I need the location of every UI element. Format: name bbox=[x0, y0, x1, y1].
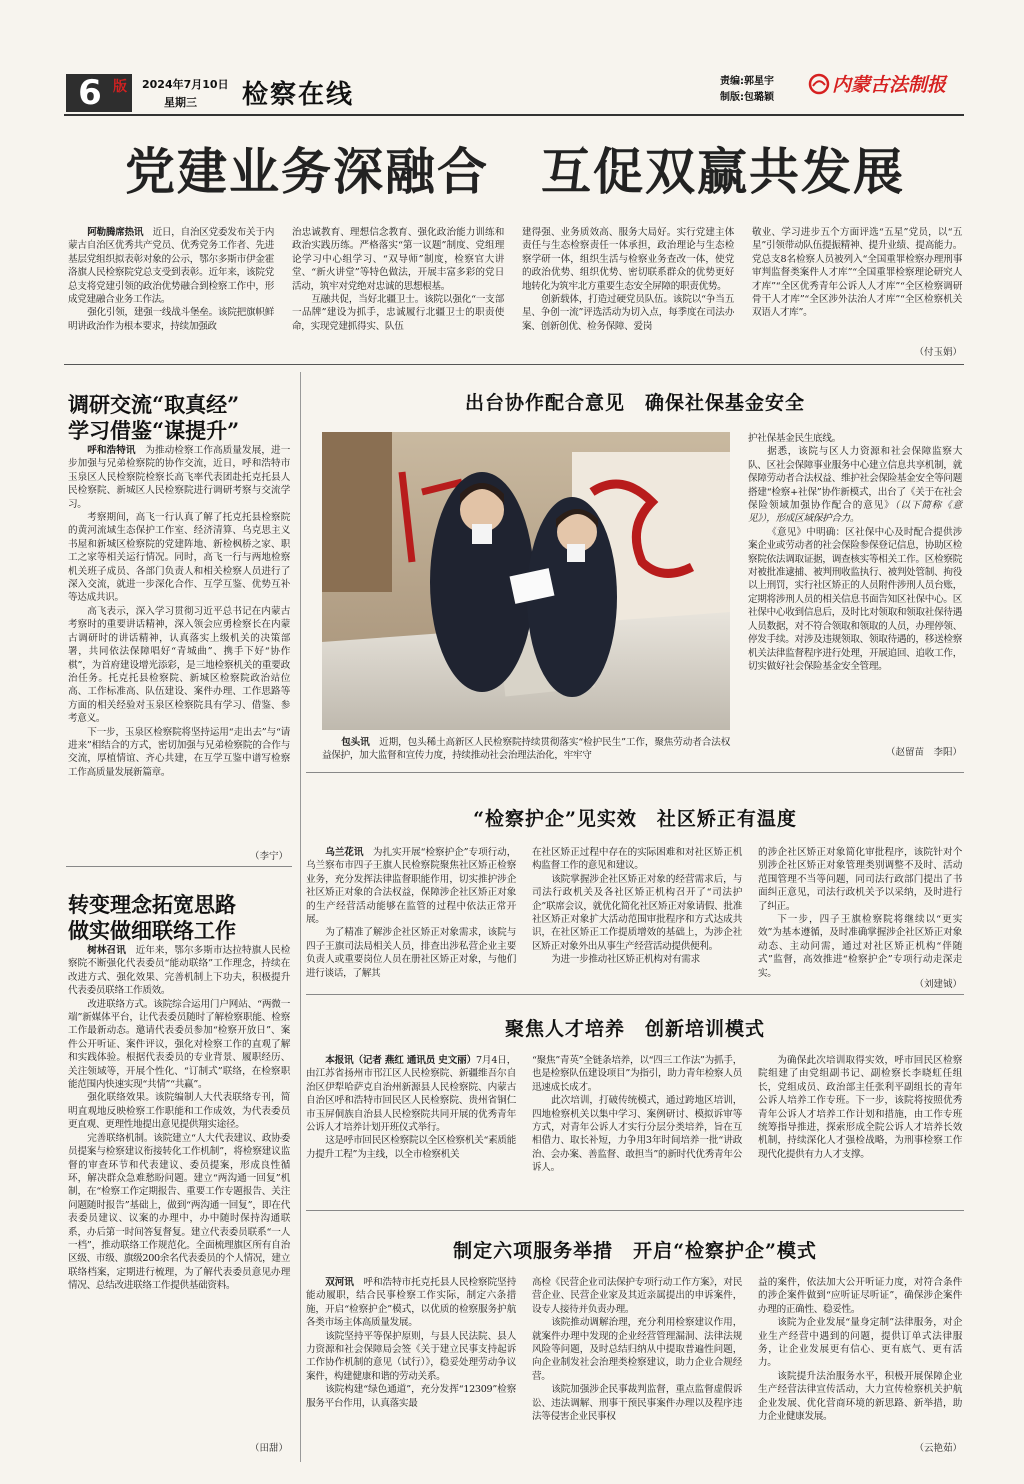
section-name: 检察在线 bbox=[242, 80, 355, 110]
art2-bottom-rule bbox=[306, 772, 964, 773]
page-number: 6 bbox=[78, 73, 102, 113]
art3-col3: 的涉企社区矫正对象简化审批程序，该院针对个别涉企社区矫正对象管理类别调整不及时、活动范围管理不当等问题，同司法行政部门提出了书面纠正意见，司法行政机关予以采纳，及时进行了纠正。 下一步，四子王旗检察院将继续以“更实效”为基本遵循，及时准确掌握涉企社区矫正对象动态、主动问需，通过对社区矫正机构“伴随式”监督，高效推进“检察护企”专项行动走深走实。 bbox=[758, 847, 962, 979]
art2-photo bbox=[322, 432, 730, 730]
lead-bottom-rule bbox=[64, 364, 964, 365]
left2-signature: （田甜） bbox=[249, 1443, 288, 1454]
left1-title-l1: 调研交流“取真经” bbox=[68, 392, 240, 417]
art5-signature: （云艳茹） bbox=[914, 1443, 962, 1454]
lead-article-col4: 敬业、学习进步五个方面评选“五星”党员，以“五星”引领带动队伍提振精神、提升业绩、提高能力。党总支8名检察人员被列入“全国重罪检察办理刑事审判监督类案件人才库”“全国重罪检察理论研究人才库”“全区优秀青年公诉人人才库”“全区检察调研骨干人才库”“全区涉外法治人才库”“全区检察机关双语人才库”。 bbox=[752, 227, 962, 319]
left2-body: 树林召讯 近年来，鄂尔多斯市达拉特旗人民检察院不断强化代表委员“能动联络”工作理念，持续在改进方式、强化效果、完善机制上下功夫，积极提升代表委员联络工作质效。 改进联络方式。该院综合运用门户网站、“两微一端”新媒体平台，让代表委员随时了解检察职能、检察工作最新动态。邀请代表委员参加“检察开放日”、案件公开听证、案件评议，强化对检察工作的直观了解和实践体验。根据代表委员的专业背景、履职经历、关注领域等，开展个性化、“订制式”联络，在检察职能范围内快速实现“共情”“共赢”。 强化联络效果。该院编制人大代表联络专刊，简明直观地反映检察工作职能和工作成效，为代表委员更直观、更理性地提出意见提供翔实途径。 完善联络机制。该院建立“人大代表建议、政协委员提案与检察建议衔接转化工作机制”，将检察建议监督的审查环节和代表建议、委员提案，形成良性循环，解决群众急难愁盼问题。建立“两沟通一回复”机制，在“检察工作定期报告、重要工作专题报告、关注问题随时报告”基础上，做到“两沟通一回复”，即在代表委员建议、议案的办理中，办中随时保持沟通联系，办后第一时间答复督复。建立代表委员联系“一人一档”，推动联络工作规范化。全面梳理旗区所有自治区级、市级、旗级200余名代表委员的个人情况，建立联络档案，定期进行梳理，为了解代表委员意见办理情况、总结改进联络工作提供基础资料。 bbox=[68, 945, 290, 1292]
masthead-rule bbox=[64, 114, 964, 116]
art5-col2: 高检《民营企业司法保护专项行动工作方案》，对民营企业、民营企业家及其近亲属提出的申诉案件，设专人接待并负责办理。 该院推动调解治理，充分利用检察建议作用，就案件办理中发现的企业经营管理漏洞、法律法规风险等问题，及时总结归纳从中提取普遍性问题，向企业制发社会治理类检察建议，助力企业合规经营。 该院加强涉企民事裁判监督，重点监督虚假诉讼、违法调解、刑事干预民事案件办理以及程序违法等侵害企业民事权 bbox=[532, 1277, 742, 1423]
art5-title: 制定六项服务举措 开启“检察护企”模式 bbox=[453, 1240, 817, 1262]
editor-credit: 责编:郭星宇 bbox=[720, 76, 774, 87]
left1-signature: （李宁） bbox=[249, 851, 288, 862]
page-label: 版 bbox=[113, 79, 127, 95]
newspaper-logo-icon bbox=[808, 73, 830, 95]
art3-title: “检察护企”见实效 社区矫正有温度 bbox=[473, 808, 797, 830]
art4-title: 聚焦人才培养 创新培训模式 bbox=[504, 1018, 765, 1040]
art3-signature: （刘建钺） bbox=[914, 979, 962, 990]
lead-byline: 阿勒腾席热讯 bbox=[87, 227, 144, 238]
lead-article-col2: 治忠诚教育、理想信念教育、强化政治能力训练和政治实践历练。严格落实“第一议题”制度、党组理论学习中心组学习、“双导师”制度，检察官大讲堂、“新火讲堂”等特色做法，开展丰富多彩的党日活动，筑牢对党绝对忠诚的思想根基。 互融共促，当好北疆卫士。该院以强化“一支部一品牌”建设为抓手，忠诚履行北疆卫士的职责使命，实现党建抓得实、队伍 bbox=[292, 227, 504, 332]
art4-col1: 本报讯（记者 燕红 通讯员 史文丽）7月4日，由江苏省扬州市邗江区人民检察院、新疆维吾尔自治区伊犁哈萨克自治州新源县人民检察院、内蒙古自治区呼和浩特市回民区人民检察院、贵州省铜仁市玉屏侗族自治县人民检察院共同开展的优秀青年公诉人才培养计划开班仪式举行。 这是呼市回民区检察院以全区检察机关“素质能力提升工程”为主线，以全市检察机关 bbox=[306, 1055, 516, 1160]
art2-right-text: 护社保基金民生底线。 据悉，该院与区人力资源和社会保障监察大队、区社会保障事业服务中心建立信息共享机制，就保障劳动者合法权益、维护社会保险基金安全等问题搭建“检察+社保”协作新模式，出台了《关于在社会保险领域加强协作配合的意见》（以下简称《意见》），形成区域保护合力。 《意见》中明确：区社保中心及时配合提供涉案企业或劳动者的社会保险参保登记信息，协助区检察院依法调取证据，调查核实等相关工作。区检察院对被批准逮捕、被判刑收监执行、被判处管制、拘役以上刑罚，实行社区矫正的人员附件涉刑人员台账，定期将涉刑人员的相关信息书面告知区社保中心。区社保中心收到信息后，及时比对领取和领取社保待遇人员数据，对不符合领取和领取的人员，办理停领、停发手续。对涉及违规领取、领取待遇的，移送检察机关法律监督程序进行处理，开展追回、追收工作，切实做好社会保险基金安全管理。 bbox=[748, 433, 962, 672]
art2-caption: 包头讯 近期，包头稀土高新区人民检察院持续贯彻落实“检护民生”工作，聚焦劳动者合法权益保护，加大监督和宣传力度，持续推动社会治理法治化，牢牢守 bbox=[322, 737, 731, 762]
art5-col3: 益的案件，依法加大公开听证力度，对符合条件的涉企案件做到“应听证尽听证”，确保涉企案件办理的正确性、稳妥性。 该院为企业发展“量身定制”法律服务，对企业生产经营中遇到的问题，提供订单式法律服务，让企业发展更有信心、更有底气、更有活力。 该院提升法治服务水平，积极开展保障企业生产经营法律宣传活动，大力宣传检察机关护航企业发展、优化营商环境的新思路、新举措，助力企业健康发展。 bbox=[758, 1277, 962, 1423]
art4-col2: “聚焦”青英”全链条培养，以“四三工作法”为抓手，也是检察队伍建设项目”为指引，助力青年检察人员迅速成长成才。 此次培训，打破传统模式，通过跨地区培训，四地检察机关以集中学习、案例研讨、模拟诉审等方式，对青年公诉人才实行分层分类培养，旨在互相借力、取长补短，力争用3年时间培养一批“讲政治、会办案、善监督、敢担当”的新时代优秀青年公诉人。 bbox=[532, 1055, 742, 1174]
left-mid-rule bbox=[66, 866, 292, 867]
lead-article-col1: 阿勒腾席热讯 近日，自治区党委发布关于内蒙古自治区优秀共产党员、优秀党务工作者、先进基层党组织拟表彰对象的公示，鄂尔多斯市伊金霍洛旗人民检察院党总支受到表彰。近年来，该院党总支将党建引领的政治优势融合到检察工作中，形成党建融合业务工作法。 强化引领，建强一线战斗堡垒。该院把旗帜鲜明讲政治作为根本要求，持续加强政 bbox=[68, 227, 274, 332]
masthead bbox=[64, 70, 964, 116]
art4-bottom-rule bbox=[306, 1210, 964, 1211]
lead-article-col3: 建得强、业务质效高、服务大局好。实行党建主体责任与生态检察责任一体承担，政治理论与生态检察学研一体，组织生活与检察业务查改一体，使党的政治优势、组织优势、密切联系群众的优势更好地转化为筑牢北方重要生态安全屏障的职责优势。 创新载体，打造过硬党员队伍。该院以“争当五星、争创一流”评选活动为切入点，每季度在司法办案、创新创优、检务保障、爱岗 bbox=[522, 227, 734, 332]
art4-col3: 为确保此次培训取得实效，呼市回民区检察院组建了由党组副书记、副检察长李晓虹任组长，党组成员、政治部主任张利平副组长的青年公诉人培养工作专班。下一步，该院将按照优秀青年公诉人才培养工作计划和措施，由工作专班统筹指导推进，探索形成全院公诉人才培养长效机制，持续深化人才强检战略，为刑事检察工作现代化提供有力人才支撑。 bbox=[758, 1055, 962, 1160]
left1-title-l2: 学习借鉴“谋提升” bbox=[68, 418, 240, 443]
issue-date: 2024年7月10日 bbox=[142, 78, 229, 91]
producer-credit: 制版:包璐颖 bbox=[720, 92, 774, 103]
left2-title-l2: 做实做细联络工作 bbox=[68, 918, 236, 943]
left-column-divider bbox=[300, 372, 301, 1462]
newspaper-name: 内蒙古法制报 bbox=[832, 74, 947, 96]
lead-article-signature: （付玉娟） bbox=[914, 347, 962, 358]
art3-bottom-rule bbox=[306, 994, 964, 995]
main-headline: 党建业务深融合 互促双赢共发展 bbox=[125, 142, 905, 201]
left2-title-l1: 转变理念拓宽思路 bbox=[68, 892, 236, 917]
art2-signature: （赵留苗 李阳） bbox=[885, 747, 962, 758]
art5-col1: 双河讯 呼和浩特市托克托县人民检察院坚持能动履职，结合民事检察工作实际，制定六条措施，开启“检察护企”模式，以优质的检察服务护航各类市场主体高质量发展。 该院坚持平等保护原则，与县人民法院、县人力资源和社会保障局会签《关于建立民事支持起诉工作协作机制的意见（试行）》，稳妥处理劳动争议案件，构建健康和谐的劳动关系。 该院构建“绿色通道”，充分发挥“12309”检察服务平台作用，认真落实最 bbox=[306, 1277, 517, 1409]
left1-body: 呼和浩特讯 为推动检察工作高质量发展，进一步加强与兄弟检察院的协作交流，近日，呼和浩特市玉泉区人民检察院检察长高飞率代表团赴托克托县人民检察院、新城区人民检察院进行调研考察与交流学习。 考察期间，高飞一行认真了解了托克托县检察院的黄河流域生态保护工作室、经济清算、乌克思主义书屋和新城区检察院的党建阵地、新检枫桥之家、职工之家等相关运行情况。同时，高飞一行与两地检察机关班子成员、各部门负责人和相关检察人员进行了深入交流，就进一步深化合作、互学互鉴、优势互补等达成共识。 高飞表示，深入学习贯彻习近平总书记在内蒙古考察时的重要讲话精神，深入领会应勇检察长在内蒙古调研时的讲话精神，认真落实上级机关的决策部署，共同依法保障唱好“青城曲”、携手下好“协作棋”，为首府建设增光添彩，是三地检察机关的重要政治任务。托克托县检察院、新城区检察院政治站位高、工作标准高、队伍建设、案件办理、工作思路等方面的相关经验对玉泉区检察院具有学习、借鉴、参考意义。 下一步，玉泉区检察院将坚持运用“走出去”与“请进来”相结合的方式，密切加强与兄弟检察院的合作与交流，厚植情谊、齐心共建，在互学互鉴中谱写检察工作高质量发展新篇章。 bbox=[68, 445, 291, 778]
issue-weekday: 星期三 bbox=[164, 96, 197, 109]
art3-col1: 乌兰花讯 为扎实开展“检察护企”专项行动，乌兰察布市四子王旗人民检察院聚焦社区矫正检察业务，充分发挥法律监督职能作用，切实推护涉企社区矫正对象的合法权益，保障涉企社区矫正对象的生产经营活动能够在监管的过程中依法正常开展。 为了精准了解涉企社区矫正对象需求，该院与四子王旗司法局相关人员，排查出涉私营企业主要负责人或重要岗位人员在册社区矫正对象，与他们进行谈话，了解其 bbox=[306, 847, 516, 979]
art2-title: 出台协作配合意见 确保社保基金安全 bbox=[464, 392, 805, 414]
art3-col2: 在社区矫正过程中存在的实际困难和对社区矫正机构监督工作的意见和建议。 该院掌握涉企社区矫正对象的经营需求后，与司法行政机关及各社区矫正机构召开了“司法护企”联席会议，就优化简化社区矫正对象请假、批准社区矫正对象扩大活动范围审批程序和方式达成共识，在社区矫正工作提质增效的基础上，为涉企社区矫正对象外出从事生产经营活动提供便利。 为进一步推动社区矫正机构对有需求 bbox=[532, 847, 742, 966]
